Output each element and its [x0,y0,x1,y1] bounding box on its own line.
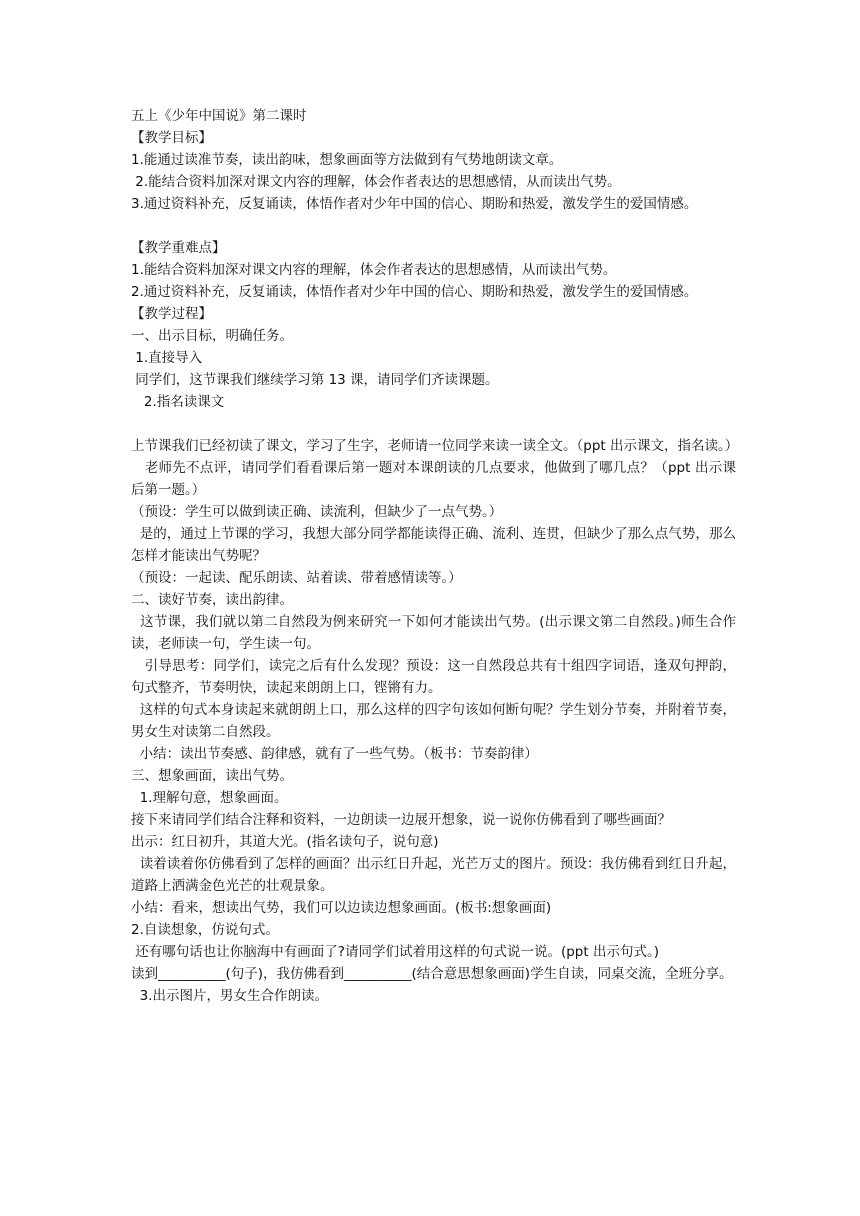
process-section-heading: 一、出示目标，明确任务。 [131,328,293,344]
process-paragraph: 这节课，我们就以第二自然段为例来研究一下如何才能读出气势。(出示课文第二自然段。)师生合作读，老师读一句，学生读一句。 [131,614,736,652]
process-heading: 【教学过程】 [131,306,212,322]
process-paragraph: 这样的句式本身读起来就朗朗上口，那么这样的四字句该如何断句呢？学生划分节奏，并附着节奏，男女生对读第二自然段。 [131,702,737,740]
key-points-heading: 【教学重难点】 [131,240,226,256]
process-paragraph: 小结：读出节奏感、韵律感，就有了一些气势。（板书：节奏韵律） [131,746,538,762]
process-paragraph: 是的，通过上节课的学习，我想大部分同学都能读得正确、流利、连贯，但缺少了那么点气势，那么怎样才能读出气势呢？ [131,526,737,564]
process-paragraph: 上节课我们已经初读了课文，学习了生字，老师请一位同学来读一读全文。（ppt 出示课文，指名读。） [131,416,739,454]
process-paragraph: （预设：一起读、配乐朗读、站着读、带着感情读等。） [131,570,462,586]
process-paragraph: 接下来请同学们结合注释和资料，一边朗读一边展开想象，说一说你仿佛看到了哪些画面？ [131,812,671,828]
process-section-heading: 三、想象画面，读出气势。 [131,768,293,784]
process-paragraph: 小结：看来，想读出气势，我们可以边读边想象画面。(板书:想象画面) [131,900,552,916]
process-paragraph: 1.理解句意，想象画面。 [131,790,288,806]
objectives-heading: 【教学目标】 [131,130,212,146]
process-paragraph: 还有哪句话也让你脑海中有画面了?请同学们试着用这样的句式说一说。(ppt 出示句式。) [131,944,659,960]
process-paragraph: 读到__________(句子)，我仿佛看到__________(结合意思想象画面)学生自读，同桌交流，全班分享。 [131,966,733,982]
objective-item: 1.能通过读准节奏，读出韵味，想象画面等方法做到有气势地朗读文章。 [131,152,563,168]
process-paragraph: （预设：学生可以做到读正确、读流利，但缺少了一点气势。） [131,504,503,520]
process-paragraph: 同学们，这节课我们继续学习第 13 课，请同学们齐读课题。 [131,372,499,388]
document-title: 五上《少年中国说》第二课时 [131,108,307,124]
objective-item: 2.能结合资料加深对课文内容的理解，体会作者表达的思想感情，从而读出气势。 [131,174,621,190]
blank-line [131,215,736,237]
key-point-item: 1.能结合资料加深对课文内容的理解，体会作者表达的思想感情，从而读出气势。 [131,262,617,278]
process-section-heading: 二、读好节奏，读出韵律。 [131,592,293,608]
key-point-item: 2.通过资料补充，反复诵读，体悟作者对少年中国的信心、期盼和热爱，激发学生的爱国情感。 [131,284,698,300]
process-paragraph: 3.出示图片，男女生合作朗读。 [131,988,328,1004]
objective-item: 3.通过资料补充，反复诵读，体悟作者对少年中国的信心、期盼和热爱，激发学生的爱国情感。 [131,196,698,212]
process-paragraph: 老师先不点评，请同学们看看课后第一题对本课朗读的几点要求，他做到了哪几点？（ppt 出示课后第一题。） [131,460,736,498]
process-paragraph: 1.直接导入 [131,350,203,366]
document-page [131,105,739,1007]
process-paragraph: 出示：红日初升，其道大光。(指名读句子，说句意) [131,834,439,850]
process-paragraph: 引导思考：同学们，读完之后有什么发现？预设：这一自然段总共有十组四字词语，逢双句押韵，句式整齐，节奏明快，读起来朗朗上口，铿锵有力。 [131,658,737,696]
process-paragraph: 读着读着你仿佛看到了怎样的画面？出示红日升起，光芒万丈的图片。预设：我仿佛看到红日升起，道路上洒满金色光芒的壮观景象。 [131,856,737,894]
process-paragraph: 2.自读想象，仿说句式。 [131,922,279,938]
process-paragraph: 2.指名读课文 [131,394,225,410]
